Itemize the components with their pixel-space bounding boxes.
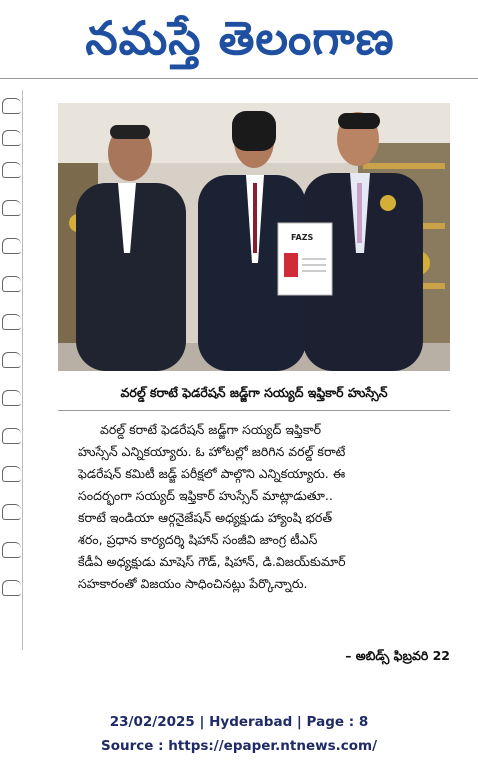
article-line: ఫెడరేషన్ కమిటీ జడ్జ్ పరీక్షలో పాల్గొని ఎన్నికయ్యారు. ఈ xyxy=(78,466,346,481)
article-line: వరల్డ్ కరాటే ఫెడరేషన్ జడ్జ్‌గా సయ్యద్ ఇఫ్తికార్ xyxy=(100,422,322,437)
footer-date-page: 23/02/2025 | Hyderabad | Page : 8 xyxy=(109,714,369,730)
caption-divider xyxy=(58,410,450,411)
certificate-card-text: FAZS xyxy=(291,233,314,242)
photo-illustration xyxy=(58,103,450,371)
clip-top-border xyxy=(0,78,478,79)
article-line: కరాటే ఇండియా ఆర్గనైజేషన్ అధ్యక్షుడు హ్యాంషి భరత్ xyxy=(78,510,333,525)
photo-caption: వరల్డ్ కరాటే ఫెడరేషన్ జడ్జ్‌గా సయ్యద్ ఇఫ్తికార్ హుస్సేన్ xyxy=(120,385,388,400)
article-line: కేడీఏ అధ్యక్షుడు మాషెస్ గౌడ్, షిహాన్, డి.విజయ్‌కుమార్ xyxy=(78,554,346,569)
article-byline: – అబిడ్స్ ఫిబ్రవరి 22 xyxy=(345,648,450,663)
article-line: సహకారంతో విజయం సాధించినట్లు పేర్కొన్నారు. xyxy=(78,576,308,591)
footer-source-link[interactable]: Source : https://epaper.ntnews.com/ xyxy=(100,738,378,754)
article-line: శరం, ప్రధాన కార్యదర్శి షిహాన్ సంజీవి జాంగ్ర టీఎస్ xyxy=(78,532,318,547)
article-line: హుస్సేన్ ఎన్నికయ్యారు. ఓ హోటల్లో జరిగిన వరల్డ్ కరాటే xyxy=(78,444,346,459)
news-photo xyxy=(58,103,450,371)
adjacent-column-fragment xyxy=(0,90,23,650)
article-body xyxy=(78,419,450,639)
masthead-title: నమస్తే తెలంగాణ xyxy=(85,11,395,65)
article-line: సందర్భంగా సయ్యద్ ఇఫ్తికార్ హుస్సేన్ మాట్లాడుతూ.. xyxy=(78,488,333,503)
